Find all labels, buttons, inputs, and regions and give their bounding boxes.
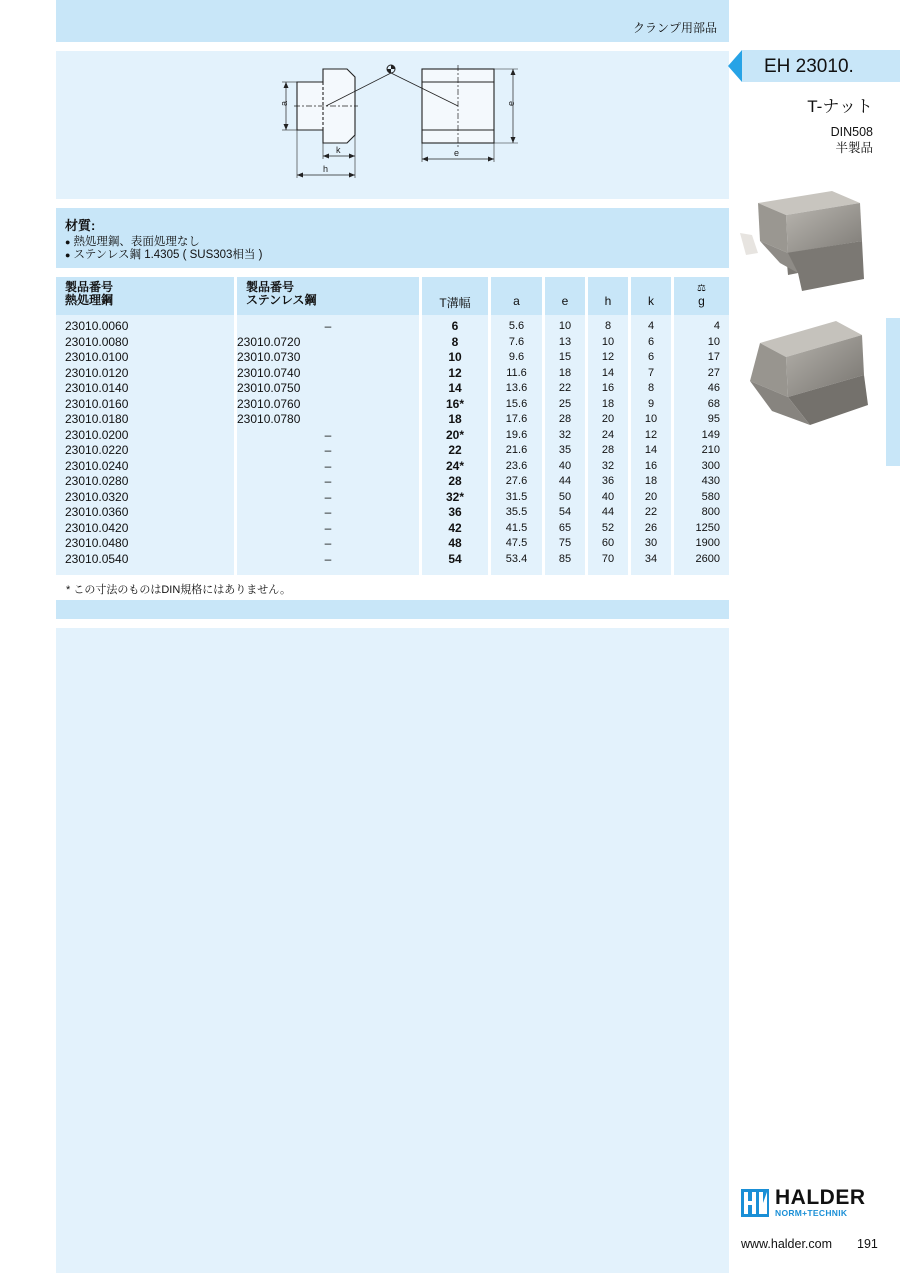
cell-k: 6: [647, 351, 655, 363]
dim-label-h: h: [323, 164, 329, 174]
cell-k: 20: [644, 490, 658, 503]
cell-slot-width: 14: [448, 381, 462, 395]
table-row: [56, 335, 729, 351]
material-title: 材質:: [65, 218, 96, 233]
cell-part-no-heat-treated: 23010.0480: [65, 536, 129, 550]
cell-part-no-stainless: 23010.0720: [237, 334, 301, 349]
material-item: ● ステンレス鋼 1.4305 ( SUS303相当 ): [65, 249, 263, 261]
cell-part-no-stainless: 23010.0740: [237, 365, 301, 380]
cell-slot-width: 22: [448, 443, 462, 457]
cell-slot-width: 12: [448, 365, 462, 380]
t-nut-photo-bottom: [740, 313, 885, 428]
cell-e: 40: [558, 459, 572, 472]
cell-a: 19.6: [505, 428, 528, 441]
cell-k: 8: [647, 382, 655, 394]
cell-weight: 300: [701, 459, 720, 472]
cell-slot-width: 18: [448, 412, 462, 426]
table-row: [56, 350, 729, 366]
cell-a: 7.6: [508, 335, 525, 348]
projection-symbol-icon: [387, 65, 395, 73]
cell-part-no-stainless: –: [324, 427, 332, 442]
cell-part-no-heat-treated: 23010.0420: [65, 520, 129, 535]
table-row: [56, 521, 729, 537]
cell-part-no-stainless: –: [324, 319, 332, 333]
cell-e: 10: [558, 320, 572, 332]
cell-k: 22: [644, 506, 658, 518]
cell-part-no-stainless: –: [324, 489, 332, 504]
cell-h: 28: [601, 444, 615, 456]
cell-e: 32: [558, 428, 572, 441]
cell-part-no-stainless: –: [324, 443, 332, 457]
table-body: [56, 319, 729, 567]
technical-drawing-panel: [56, 51, 729, 199]
cell-a: 15.6: [505, 397, 528, 410]
table-row: [56, 490, 729, 506]
cell-weight: 2600: [695, 552, 720, 565]
cell-e: 65: [558, 521, 572, 534]
standard-label: DIN508: [830, 125, 873, 139]
cell-slot-width: 20*: [445, 427, 465, 442]
cell-h: 10: [601, 335, 615, 348]
cell-a: 13.6: [505, 382, 528, 394]
cell-part-no-heat-treated: 23010.0220: [65, 443, 129, 457]
product-code-tab: [728, 50, 900, 82]
table-row: [56, 397, 729, 413]
cell-e: 75: [558, 537, 572, 549]
cell-k: 10: [644, 413, 658, 425]
cell-part-no-heat-treated: 23010.0240: [65, 458, 129, 473]
cell-slot-width: 54: [448, 551, 462, 566]
page-number: 191: [857, 1237, 878, 1251]
table-row: [56, 319, 729, 335]
table-row: [56, 505, 729, 521]
cell-h: 40: [601, 490, 615, 503]
cell-slot-width: 6: [451, 319, 459, 333]
cell-h: 60: [601, 537, 615, 549]
cell-a: 11.6: [506, 366, 527, 379]
cell-part-no-stainless: –: [324, 458, 332, 473]
cell-slot-width: 10: [448, 350, 462, 364]
product-state-label: 半製品: [835, 141, 873, 155]
cell-part-no-stainless: 23010.0750: [237, 381, 301, 395]
table-row: [56, 412, 729, 428]
cell-a: 21.6: [505, 444, 528, 456]
bullet-icon: ●: [65, 250, 71, 260]
cell-part-no-heat-treated: 23010.0360: [65, 505, 129, 519]
cell-h: 20: [601, 413, 615, 425]
cell-part-no-stainless: –: [324, 536, 332, 550]
cell-k: 26: [644, 521, 658, 534]
cell-k: 6: [647, 335, 655, 348]
cell-part-no-heat-treated: 23010.0160: [65, 396, 129, 411]
cell-part-no-heat-treated: 23010.0540: [65, 551, 129, 566]
cell-e: 18: [558, 366, 572, 379]
material-panel: [56, 208, 729, 268]
cell-a: 31.5: [505, 490, 528, 503]
cell-part-no-stainless: –: [324, 474, 332, 488]
cell-a: 5.6: [508, 320, 525, 332]
header-weight: ⚖ g: [674, 277, 729, 315]
cell-part-no-heat-treated: 23010.0280: [65, 474, 129, 488]
cell-weight: 430: [701, 475, 720, 487]
cell-k: 9: [647, 397, 655, 410]
cell-weight: 17: [707, 351, 720, 363]
cell-k: 34: [644, 552, 658, 565]
cell-part-no-stainless: 23010.0780: [237, 412, 301, 426]
cell-e: 25: [558, 397, 572, 410]
cell-part-no-stainless: 23010.0730: [237, 350, 301, 364]
cell-k: 16: [644, 459, 658, 472]
footnote: * この寸法のものはDIN規格にはありません。: [66, 584, 291, 596]
cell-k: 4: [647, 320, 655, 332]
cell-part-no-stainless: –: [324, 520, 332, 535]
category-band: [56, 0, 729, 42]
cell-e: 13: [558, 335, 572, 348]
cell-e: 85: [558, 552, 572, 565]
dim-label-e-side: e: [506, 100, 516, 106]
cell-e: 54: [558, 506, 572, 518]
table-row: [56, 381, 729, 397]
cell-a: 35.5: [505, 506, 528, 518]
table-row: [56, 474, 729, 490]
cell-part-no-heat-treated: 23010.0180: [65, 412, 129, 426]
cell-a: 23.6: [505, 459, 528, 472]
cell-a: 9.6: [508, 351, 525, 363]
product-name: T-ナット: [807, 97, 873, 116]
cell-e: 28: [558, 413, 572, 425]
cell-h: 36: [601, 475, 615, 487]
brand-name: HALDER: [775, 1186, 866, 1209]
cell-h: 18: [601, 397, 615, 410]
divider-band: [56, 600, 729, 619]
cell-weight: 210: [701, 444, 720, 456]
cell-h: 12: [601, 351, 615, 363]
cell-part-no-heat-treated: 23010.0060: [65, 319, 129, 333]
product-table: [56, 277, 729, 575]
cell-slot-width: 8: [451, 334, 459, 349]
dim-label-a: a: [279, 100, 289, 106]
header-part-no-heat-treated: 製品番号 熱処理鋼: [65, 280, 114, 307]
cell-part-no-heat-treated: 23010.0120: [65, 365, 129, 380]
table-row: [56, 552, 729, 568]
cell-e: 50: [558, 490, 572, 503]
cell-a: 17.6: [505, 413, 528, 425]
cell-h: 24: [601, 428, 615, 441]
material-item: ● 熱処理鋼、表面処理なし: [65, 236, 200, 248]
cell-weight: 27: [707, 366, 720, 379]
side-marker: [886, 318, 900, 466]
bullet-icon: ●: [65, 237, 71, 247]
cell-e: 15: [558, 351, 572, 363]
header-slot-width: T溝幅: [439, 296, 471, 310]
header-h: h: [604, 294, 612, 308]
cell-weight: 800: [701, 506, 720, 518]
cell-weight: 4: [713, 320, 720, 332]
dim-label-k: k: [336, 145, 341, 155]
category-label: クランプ用部品: [632, 21, 717, 35]
cell-part-no-heat-treated: 23010.0140: [65, 381, 129, 395]
product-code: EH 23010.: [742, 50, 900, 82]
cell-e: 22: [558, 382, 572, 394]
cell-slot-width: 28: [448, 474, 462, 488]
header-k: k: [648, 294, 654, 308]
cell-slot-width: 32*: [445, 489, 465, 504]
halder-logo: [741, 1187, 877, 1219]
cell-a: 41.5: [505, 521, 528, 534]
cell-k: 7: [647, 366, 655, 379]
cell-slot-width: 42: [448, 520, 462, 535]
dim-label-e-bottom: e: [454, 148, 460, 158]
cell-h: 14: [601, 366, 615, 379]
halder-logo-icon: [741, 1189, 769, 1217]
cell-a: 27.6: [505, 475, 528, 487]
cell-h: 8: [604, 320, 612, 332]
cell-slot-width: 16*: [445, 396, 465, 411]
cell-weight: 95: [707, 413, 720, 425]
tab-arrow-icon: [728, 50, 742, 82]
cell-part-no-stainless: 23010.0760: [237, 396, 301, 411]
cell-a: 53.4: [505, 552, 528, 565]
cell-h: 16: [601, 382, 615, 394]
cell-part-no-heat-treated: 23010.0320: [65, 489, 129, 504]
cell-weight: 68: [707, 397, 720, 410]
cell-h: 52: [601, 521, 615, 534]
cell-part-no-heat-treated: 23010.0100: [65, 350, 129, 364]
t-nut-technical-drawing: [56, 51, 729, 199]
cell-weight: 46: [707, 382, 720, 394]
cell-slot-width: 36: [448, 505, 462, 519]
cell-weight: 580: [701, 490, 720, 503]
cell-weight: 149: [701, 428, 720, 441]
cell-k: 12: [644, 428, 658, 441]
header-a: a: [513, 294, 520, 308]
table-row: [56, 536, 729, 552]
content-panel: [56, 628, 729, 1273]
cell-e: 35: [558, 444, 572, 456]
header-part-no-stainless: 製品番号 ステンレス鋼: [246, 280, 317, 307]
cell-slot-width: 24*: [445, 458, 465, 473]
website-link[interactable]: www.halder.com: [741, 1237, 833, 1251]
table-row: [56, 443, 729, 459]
table-row: [56, 428, 729, 444]
cell-part-no-stainless: –: [324, 551, 332, 566]
table-row: [56, 366, 729, 382]
cell-e: 44: [558, 475, 572, 487]
cell-k: 14: [644, 444, 658, 456]
cell-weight: 1250: [695, 521, 720, 534]
cell-slot-width: 48: [448, 536, 462, 550]
weight-icon: ⚖: [697, 283, 706, 294]
cell-part-no-stainless: –: [324, 505, 332, 519]
cell-a: 47.5: [505, 537, 528, 549]
cell-part-no-heat-treated: 23010.0200: [65, 427, 129, 442]
cell-weight: 10: [707, 335, 720, 348]
header-e: e: [561, 294, 569, 308]
brand-tagline: NORM+TECHNIK: [775, 1208, 848, 1218]
table-row: [56, 459, 729, 475]
cell-part-no-heat-treated: 23010.0080: [65, 334, 129, 349]
cell-weight: 1900: [695, 537, 720, 549]
cell-k: 30: [644, 537, 658, 549]
cell-k: 18: [644, 475, 658, 487]
cell-h: 32: [601, 459, 615, 472]
cell-h: 70: [601, 552, 615, 565]
cell-h: 44: [601, 506, 615, 518]
t-nut-photo-top: [740, 183, 885, 298]
